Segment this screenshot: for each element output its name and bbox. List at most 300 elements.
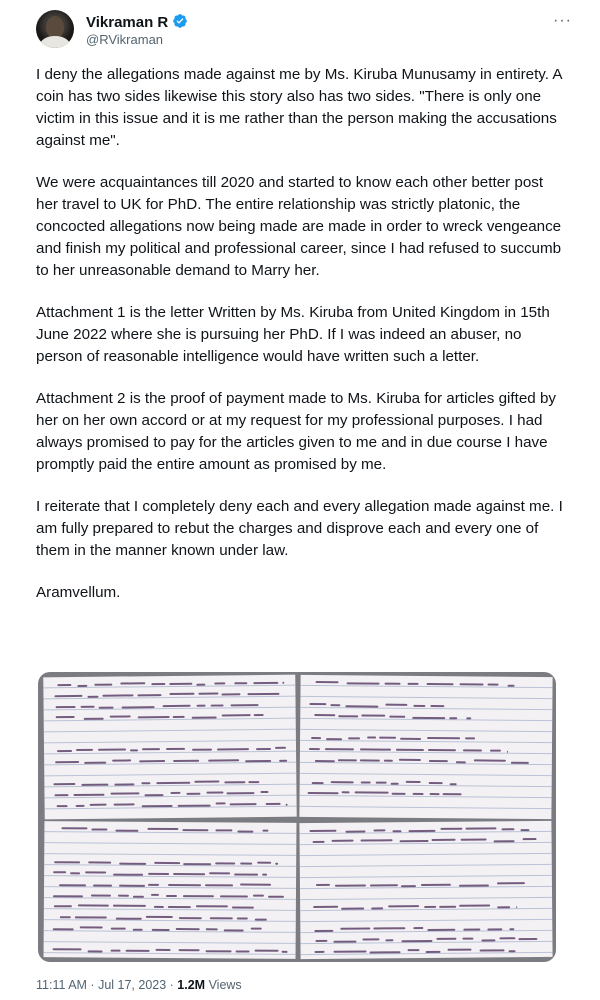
handwriting-stroke [138, 694, 162, 696]
handwriting-stroke [91, 895, 111, 897]
handwriting-stroke [360, 839, 392, 841]
handwriting-stroke [57, 750, 72, 752]
handwriting-stroke [55, 695, 83, 697]
handwriting-stroke [409, 830, 436, 832]
handwriting-stroke [237, 830, 253, 832]
handwriting-stroke [178, 804, 211, 806]
handwriting-stroke [196, 906, 228, 908]
handwriting-stroke [110, 949, 120, 951]
handwriting-stroke [256, 748, 271, 750]
handwriting-stroke [463, 749, 482, 751]
handwriting-stroke [227, 792, 254, 794]
handwriting-stroke [407, 683, 418, 685]
letter-page-3 [44, 821, 297, 959]
avatar-shirt [40, 36, 70, 48]
handwriting-stroke [449, 717, 457, 719]
handwriting-stroke [236, 950, 250, 952]
handwriting-stroke [262, 829, 268, 831]
handwriting-stroke [465, 738, 475, 740]
handwriting-stroke [338, 759, 356, 761]
handwriting-stroke [399, 759, 421, 761]
handwriting-stroke [463, 928, 480, 930]
ruled-line [44, 853, 296, 856]
handwriting-stroke [102, 694, 133, 696]
handwriting-stroke [169, 693, 194, 695]
handwriting-stroke [412, 792, 423, 794]
handwriting-stroke [362, 715, 386, 717]
handwriting-stroke [275, 862, 278, 864]
handwriting-stroke [391, 783, 399, 785]
handwriting-stroke [333, 950, 367, 952]
handwriting-stroke [473, 760, 505, 762]
handwriting-stroke [120, 682, 145, 684]
handwriting-stroke [315, 760, 335, 762]
handwriting-stroke [183, 895, 214, 897]
handwriting-stroke [236, 917, 248, 919]
handwriting-stroke [194, 781, 220, 783]
handwriting-stroke [345, 705, 378, 707]
handwriting-stroke [151, 894, 159, 896]
handwriting-stroke [314, 930, 333, 932]
handwriting-stroke [424, 906, 436, 908]
tweet-paragraph-2: We were acquaintances till 2020 and started to know each other better post her travel to UK for PhD. The entire relationship was strictly platonic, the concocted allegations now being made are made in order to wreck vengeance and finish my political and professional career, since I had refused to succumb to her unreasonable demand to Marry her. [36, 174, 562, 279]
handwriting-stroke [223, 929, 243, 931]
author-name-row[interactable] [86, 13, 188, 33]
ruled-line [300, 729, 552, 732]
ruled-line [300, 773, 552, 776]
handwriting-stroke [210, 917, 233, 919]
handwriting-stroke [175, 928, 199, 930]
handwriting-stroke [313, 841, 325, 843]
ruled-line [44, 897, 296, 900]
handwriting-stroke [421, 884, 450, 886]
avatar-face [46, 16, 64, 38]
handwriting-stroke [385, 704, 407, 706]
handwriting-stroke [209, 872, 230, 874]
handwriting-stroke [53, 948, 82, 950]
handwriting-stroke [316, 884, 330, 886]
handwriting-stroke [91, 828, 107, 830]
handwriting-stroke [370, 884, 398, 886]
handwriting-stroke [133, 895, 144, 897]
handwriting-stroke [265, 803, 280, 805]
handwriting-stroke [210, 704, 224, 706]
handwriting-stroke [241, 862, 253, 864]
handwriting-stroke [149, 884, 159, 886]
handwriting-stroke [388, 905, 420, 907]
handwriting-stroke [208, 759, 239, 761]
handwriting-stroke [282, 950, 287, 952]
views-label: Views [205, 978, 242, 992]
views-count: 1.2M [177, 978, 206, 992]
handwriting-stroke [231, 704, 258, 706]
ruled-line [44, 831, 296, 834]
handwriting-stroke [332, 840, 353, 842]
handwriting-stroke [53, 928, 74, 930]
handwriting-stroke [494, 840, 515, 842]
handwriting-stroke [247, 692, 280, 694]
handwriting-stroke [215, 862, 235, 864]
handwriting-stroke [196, 704, 205, 706]
handwriting-stroke [173, 873, 205, 875]
handwriting-stroke [309, 748, 320, 750]
handwriting-stroke [80, 927, 103, 929]
tweet-text [36, 64, 568, 624]
handwriting-stroke [126, 950, 150, 952]
handwriting-stroke [130, 750, 138, 752]
handwriting-stroke [341, 792, 349, 794]
handwriting-stroke [253, 895, 264, 897]
ruled-line [44, 762, 296, 766]
handwriting-stroke [216, 803, 226, 805]
handwriting-stroke [76, 749, 93, 751]
handwriting-stroke [78, 905, 109, 907]
handwriting-stroke [379, 737, 395, 739]
letter-page-2 [299, 675, 552, 819]
handwriting-stroke [412, 717, 445, 719]
handwriting-stroke [428, 749, 456, 751]
ruled-line [300, 751, 552, 754]
ruled-line [300, 842, 552, 845]
handwriting-stroke [254, 950, 278, 952]
handwriting-stroke [497, 883, 525, 885]
handwriting-stroke [77, 685, 87, 687]
handwriting-stroke [112, 760, 131, 762]
handwriting-stroke [331, 704, 340, 706]
handwriting-stroke [345, 830, 365, 832]
handwriting-stroke [426, 683, 453, 685]
handwriting-stroke [316, 940, 328, 942]
handwriting-stroke [326, 738, 342, 740]
handwriting-stroke [413, 705, 425, 707]
handwriting-stroke [251, 928, 262, 930]
handwriting-stroke [54, 905, 71, 907]
handwriting-stroke [154, 862, 180, 864]
handwriting-stroke [432, 839, 456, 841]
handwriting-stroke [145, 794, 164, 796]
author-handle[interactable]: @RVikraman [86, 32, 164, 47]
handwriting-stroke [460, 839, 486, 841]
handwriting-stroke [186, 792, 201, 794]
handwriting-stroke [309, 829, 336, 831]
handwriting-stroke [518, 938, 537, 940]
ruled-line [300, 696, 552, 699]
handwriting-stroke [56, 706, 76, 708]
handwriting-stroke [138, 716, 169, 718]
handwriting-stroke [183, 829, 209, 831]
handwriting-stroke [59, 884, 87, 886]
handwriting-stroke [396, 749, 423, 751]
handwriting-stroke [487, 683, 499, 685]
handwriting-stroke [428, 737, 461, 739]
handwriting-stroke [76, 805, 85, 807]
handwriting-stroke [325, 748, 354, 750]
handwriting-stroke [450, 783, 457, 785]
handwriting-stroke [178, 950, 199, 952]
handwriting-stroke [253, 681, 278, 683]
handwriting-stroke [249, 781, 259, 783]
handwriting-stroke [367, 737, 375, 739]
handwriting-stroke [220, 895, 248, 897]
handwriting-stroke [283, 682, 284, 684]
handwriting-stroke [401, 885, 416, 887]
handwriting-stroke [429, 793, 439, 795]
handwriting-stroke [53, 895, 83, 897]
ruled-line [300, 930, 552, 933]
handwriting-stroke [389, 716, 405, 718]
handwriting-stroke [166, 748, 185, 750]
handwriting-stroke [481, 939, 495, 941]
ruled-line [300, 707, 552, 710]
handwriting-stroke [428, 928, 456, 930]
handwriting-stroke [508, 950, 515, 952]
ruled-line [44, 886, 296, 889]
ruled-line [44, 740, 296, 744]
handwriting-stroke [371, 907, 384, 909]
handwriting-stroke [316, 681, 339, 683]
handwriting-stroke [401, 940, 433, 942]
handwriting-stroke [53, 871, 66, 873]
handwriting-stroke [441, 828, 463, 830]
handwriting-stroke [413, 927, 424, 929]
handwriting-stroke [141, 782, 150, 784]
ruled-line [299, 806, 551, 809]
handwriting-stroke [254, 714, 264, 716]
handwriting-stroke [425, 951, 440, 953]
attached-image-handwritten-letter[interactable] [38, 672, 556, 962]
handwriting-stroke [459, 884, 489, 886]
ruled-line [44, 751, 296, 755]
handwriting-stroke [216, 829, 233, 831]
tweet-paragraph-1: I deny the allegations made against me by Ms. Kiruba Munusamy in entirety. A coin has two sides likewise this story also has two sides. "There is only one victim in this issue and it is me rather than the person making the accusations against me". [36, 66, 562, 149]
handwriting-stroke [173, 760, 199, 762]
handwriting-stroke [384, 760, 393, 762]
handwriting-stroke [384, 683, 401, 685]
handwriting-stroke [196, 684, 205, 686]
handwriting-stroke [166, 895, 177, 897]
handwriting-stroke [459, 905, 490, 907]
ruled-line [300, 875, 552, 878]
handwriting-stroke [314, 951, 325, 953]
handwriting-stroke [61, 827, 87, 829]
handwriting-stroke [169, 683, 192, 685]
handwriting-stroke [455, 761, 465, 763]
ruled-line [44, 941, 296, 944]
handwriting-stroke [497, 906, 510, 908]
handwriting-stroke [205, 884, 233, 886]
handwriting-stroke [360, 781, 370, 783]
handwriting-stroke [151, 929, 169, 931]
handwriting-stroke [98, 749, 127, 751]
handwriting-stroke [245, 760, 271, 762]
ruled-line [44, 952, 296, 955]
ruled-line [300, 864, 552, 867]
ruled-line [44, 729, 296, 733]
ruled-line [300, 740, 552, 743]
ruled-line [44, 875, 296, 878]
handwriting-stroke [488, 928, 503, 930]
handwriting-stroke [516, 906, 517, 908]
handwriting-stroke [156, 949, 171, 951]
handwriting-stroke [114, 804, 135, 806]
handwriting-stroke [370, 951, 400, 953]
handwriting-stroke [55, 761, 79, 763]
handwriting-stroke [311, 737, 321, 739]
author-name[interactable]: Vikraman R [86, 14, 169, 31]
verified-badge-icon [172, 13, 188, 33]
timestamp[interactable]: 11:11 AM · Jul 17, 2023 · [36, 978, 178, 992]
handwriting-stroke [119, 885, 145, 887]
handwriting-stroke [183, 863, 211, 865]
handwriting-stroke [330, 781, 353, 783]
handwriting-stroke [362, 939, 379, 941]
handwriting-stroke [285, 804, 287, 806]
ruled-line [44, 864, 296, 867]
handwriting-stroke [57, 684, 71, 686]
tweet-paragraph-3: Attachment 1 is the letter Written by Ms. Kiruba from United Kingdom in 15th June 2022 where she is pursuing her PhD. If I was indeed an abuser, no person of reasonable intelligence would have written such a letter. [36, 304, 550, 365]
handwriting-stroke [312, 782, 324, 784]
ruled-line [44, 930, 296, 933]
ruled-line [44, 718, 296, 722]
handwriting-stroke [392, 830, 402, 832]
handwriting-stroke [207, 791, 224, 793]
handwriting-stroke [240, 884, 271, 886]
handwriting-stroke [115, 829, 138, 831]
ruled-line [44, 908, 296, 911]
handwriting-stroke [140, 760, 165, 762]
handwriting-stroke [260, 791, 268, 793]
handwriting-stroke [113, 874, 143, 876]
handwriting-stroke [198, 693, 218, 695]
handwriting-stroke [146, 916, 174, 918]
tweet-header [36, 10, 580, 50]
handwriting-stroke [314, 714, 335, 716]
handwriting-stroke [376, 782, 386, 784]
handwriting-stroke [168, 884, 202, 886]
handwriting-stroke [192, 716, 217, 718]
handwriting-stroke [400, 738, 421, 740]
handwriting-stroke [93, 884, 111, 886]
handwriting-stroke [268, 895, 284, 897]
handwriting-stroke [338, 715, 359, 717]
handwriting-stroke [408, 950, 420, 952]
handwriting-stroke [385, 939, 393, 941]
handwriting-stroke [114, 783, 134, 785]
handwriting-stroke [110, 793, 140, 795]
handwriting-stroke [430, 705, 444, 707]
handwriting-stroke [205, 928, 217, 930]
avatar[interactable] [36, 10, 74, 48]
ruled-line [300, 795, 552, 798]
handwriting-stroke [142, 748, 161, 750]
handwriting-stroke [178, 917, 201, 919]
handwriting-stroke [279, 760, 287, 762]
handwriting-stroke [275, 747, 287, 749]
handwriting-stroke [88, 696, 98, 698]
handwriting-stroke [392, 793, 406, 795]
handwriting-stroke [341, 907, 364, 909]
ruled-line [44, 773, 296, 777]
handwriting-stroke [355, 791, 389, 793]
handwriting-stroke [70, 872, 80, 874]
handwriting-stroke [84, 717, 104, 719]
handwriting-stroke [436, 938, 456, 940]
ruled-line [44, 842, 296, 845]
handwriting-stroke [132, 928, 143, 930]
handwriting-stroke [214, 682, 225, 684]
handwriting-stroke [232, 906, 253, 908]
handwriting-stroke [466, 828, 497, 830]
ruled-line [300, 853, 552, 856]
handwriting-stroke [507, 685, 514, 687]
handwriting-stroke [81, 783, 109, 785]
handwriting-stroke [113, 905, 146, 907]
tweet-meta [36, 978, 242, 992]
handwriting-stroke [221, 714, 251, 716]
handwriting-stroke [88, 861, 111, 863]
tweet-paragraph-5: I reiterate that I completely deny each and every allegation made against me. I am fully prepared to rebut the charges and disprove each and every one of them in the manner known under law. [36, 498, 563, 559]
handwriting-stroke [510, 762, 528, 764]
tweet-paragraph-4: Attachment 2 is the proof of payment made to Ms. Kiruba for articles gifted by her on her own accord or at my request for my professional purposes. I had always promised to pay for the articles given to me and in due course I have promptly paid the entire amount as promised by me. [36, 390, 557, 473]
handwriting-stroke [500, 938, 516, 940]
handwriting-stroke [147, 828, 178, 830]
handwriting-stroke [94, 683, 113, 685]
handwriting-stroke [141, 805, 172, 807]
handwriting-stroke [521, 829, 530, 831]
handwriting-stroke [309, 703, 326, 705]
more-options-icon[interactable]: ··· [553, 12, 572, 29]
handwriting-stroke [340, 928, 370, 930]
letter-page-4 [299, 821, 552, 959]
ruled-line [300, 908, 552, 911]
handwriting-stroke [523, 838, 536, 840]
handwriting-stroke [507, 750, 508, 752]
handwriting-stroke [116, 917, 142, 919]
handwriting-stroke [55, 716, 74, 718]
handwriting-stroke [313, 906, 338, 908]
ruled-line [300, 919, 552, 922]
handwriting-stroke [406, 781, 420, 783]
handwriting-stroke [373, 928, 405, 930]
handwriting-stroke [502, 828, 515, 830]
handwriting-stroke [257, 862, 271, 864]
handwriting-stroke [154, 906, 164, 908]
handwriting-stroke [460, 683, 484, 685]
handwriting-stroke [510, 928, 515, 930]
handwriting-stroke [234, 682, 247, 684]
handwriting-stroke [85, 872, 106, 874]
handwriting-stroke [110, 716, 130, 718]
handwriting-stroke [490, 750, 501, 752]
handwriting-stroke [119, 862, 147, 864]
ruled-line [300, 784, 552, 787]
handwriting-stroke [54, 861, 80, 863]
handwriting-stroke [334, 940, 356, 942]
handwriting-stroke [466, 717, 471, 719]
handwriting-stroke [84, 761, 106, 763]
handwriting-stroke [448, 949, 472, 951]
handwriting-stroke [98, 706, 113, 708]
handwriting-stroke [89, 804, 106, 806]
ruled-line [300, 897, 552, 900]
tweet-paragraph-6: Aramvellum. [36, 584, 121, 601]
handwriting-stroke [170, 792, 180, 794]
handwriting-stroke [255, 918, 267, 920]
handwriting-stroke [224, 781, 246, 783]
ruled-line [301, 685, 553, 688]
handwriting-stroke [121, 706, 154, 708]
letter-page-1 [43, 675, 296, 820]
